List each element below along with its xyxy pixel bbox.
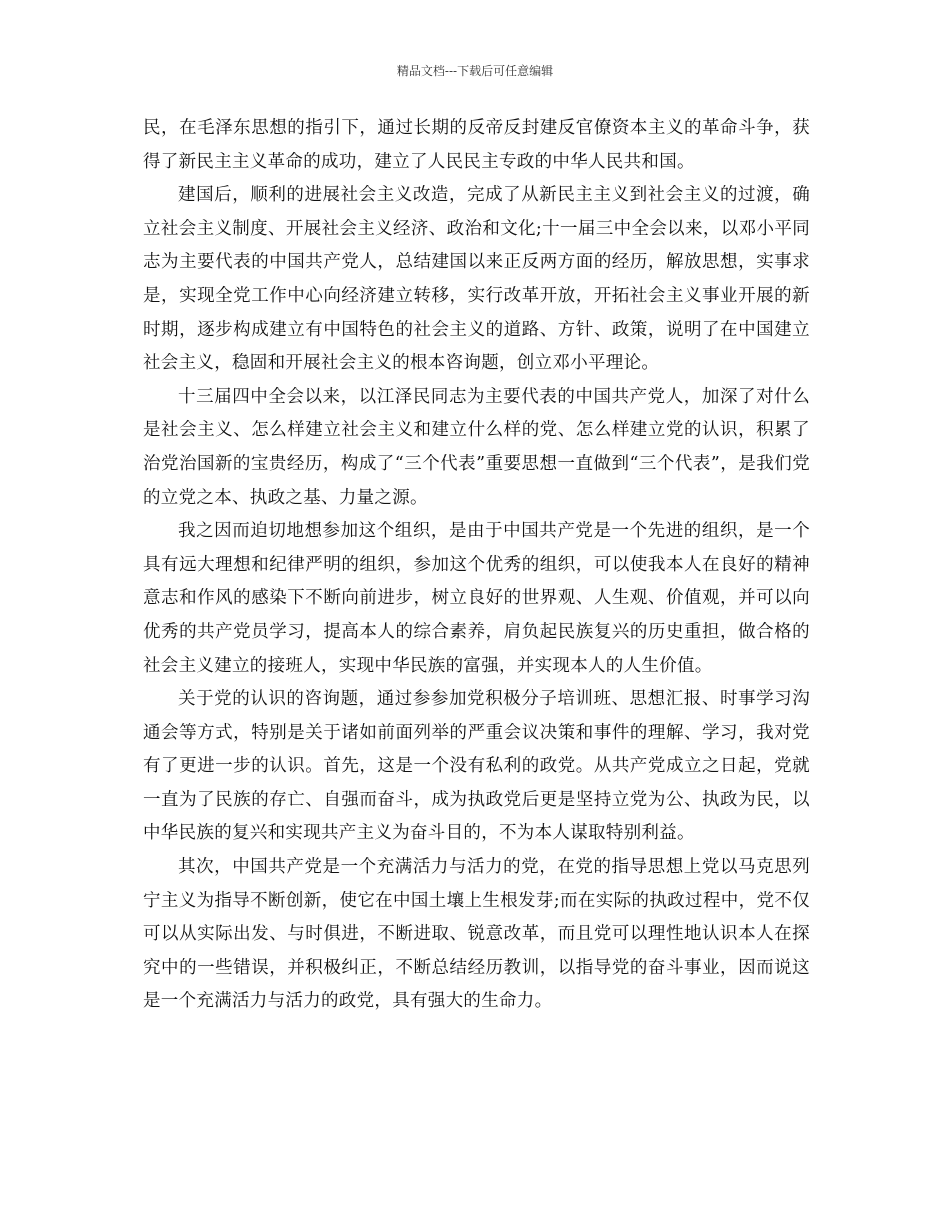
paragraph-continued: 民，在毛泽东思想的指引下，通过长期的反帝反封建反官僚资本主义的革命斗争，获得了新民主主义革命的成功，建立了人民民主专政的中华人民共和国。 xyxy=(143,118,810,172)
document-body xyxy=(143,112,810,1019)
page-header: 精品文档---下载后可任意编辑 xyxy=(396,64,554,78)
paragraph: 建国后，顺利的进展社会主义改造，完成了从新民主主义到社会主义的过渡，确立社会主义制度、开展社会主义经济、政治和文化;十一届三中全会以来，以邓小平同志为主要代表的中国共产党人，总结建国以来正反两方面的经历，解放思想，实事求是，实现全党工作中心向经济建立转移，实行改革开放，开拓社会主义事业开展的新时期，逐步构成建立有中国特色的社会主义的道路、方针、政策，说明了在中国建立社会主义，稳固和开展社会主义的根本咨询题，创立邓小平理论。 xyxy=(143,185,810,374)
paragraph: 十三届四中全会以来，以江泽民同志为主要代表的中国共产党人，加深了对什么是社会主义、怎么样建立社会主义和建立什么样的党、怎么样建立党的认识，积累了治党治国新的宝贵经历，构成了“三个代表”重要思想一直做到“三个代表”，是我们党的立党之本、执政之基、力量之源。 xyxy=(143,386,810,508)
paragraph: 我之因而迫切地想参加这个组织，是由于中国共产党是一个先进的组织，是一个具有远大理想和纪律严明的组织，参加这个优秀的组织，可以使我本人在良好的精神意志和作风的感染下不断向前进步，树立良好的世界观、人生观、价值观，并可以向优秀的共产党员学习，提高本人的综合素养，肩负起民族复兴的历史重担，做合格的社会主义建立的接班人，实现中华民族的富强，并实现本人的人生价值。 xyxy=(143,521,810,676)
paragraph: 其次，中国共产党是一个充满活力与活力的党，在党的指导思想上党以马克思列宁主义为指导不断创新，使它在中国土壤上生根发芽;而在实际的执政过程中，党不仅可以从实际出发、与时俱进，不断进取、锐意改革，而且党可以理性地认识本人在探究中的一些错误，并积极纠正，不断总结经历教训，以指导党的奋斗事业，因而说这是一个充满活力与活力的政党，具有强大的生命力。 xyxy=(143,857,810,1012)
paragraph: 关于党的认识的咨询题，通过参参加党积极分子培训班、思想汇报、时事学习沟通会等方式，特别是关于诸如前面列举的严重会议决策和事件的理解、学习，我对党有了更进一步的认识。首先，这是一个没有私利的政党。从共产党成立之日起，党就一直为了民族的存亡、自强而奋斗，成为执政党后更是坚持立党为公、执政为民，以中华民族的复兴和实现共产主义为奋斗目的，不为本人谋取特别利益。 xyxy=(143,689,810,844)
